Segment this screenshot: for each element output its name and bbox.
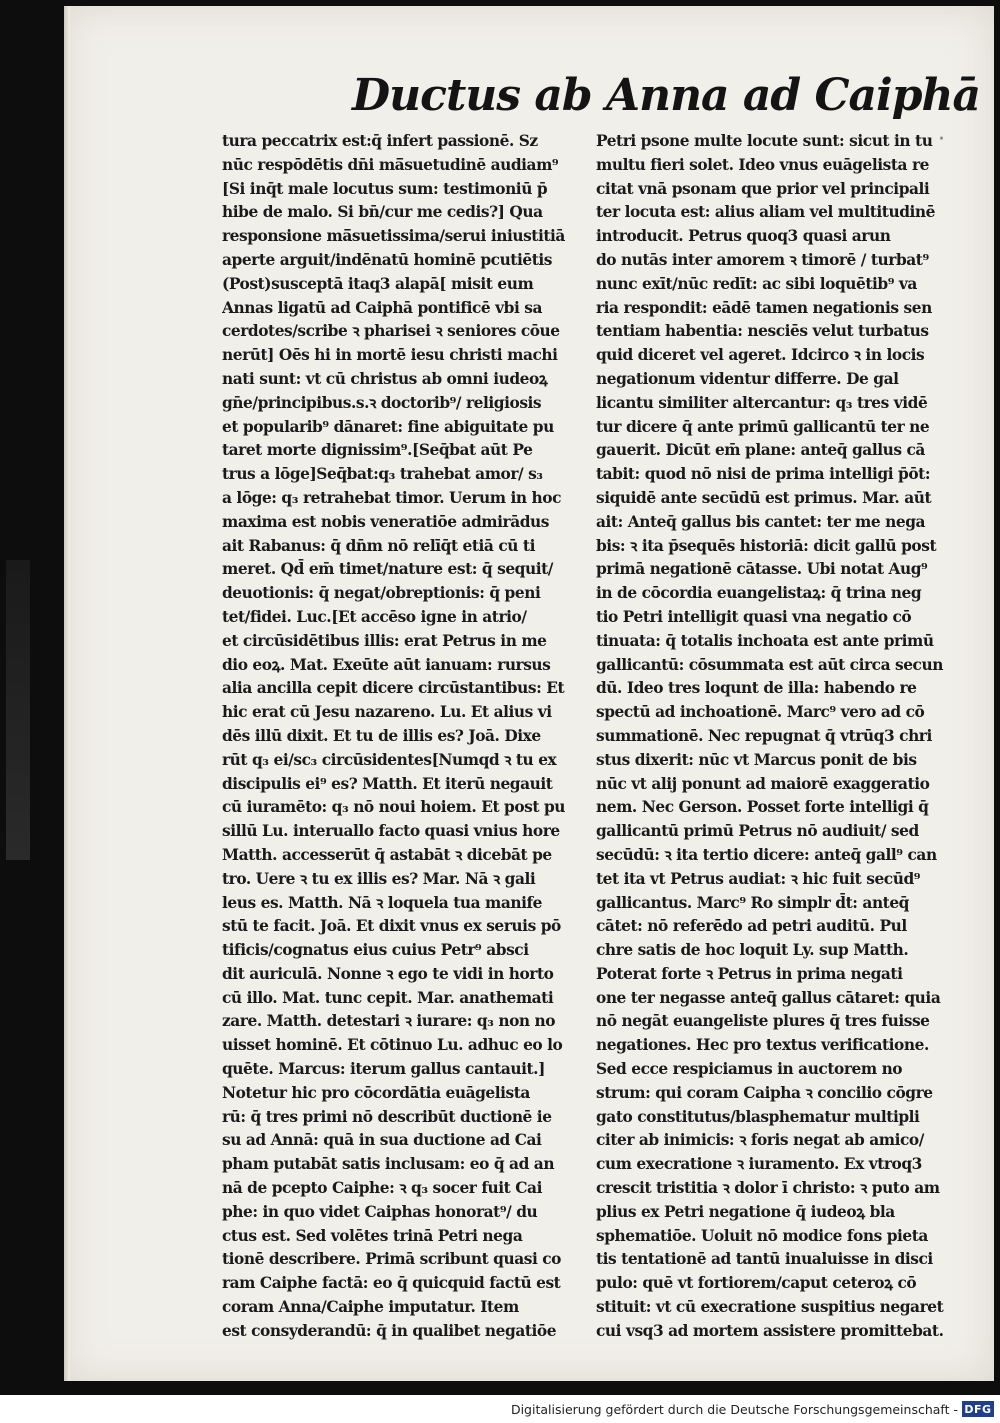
text-line: quid diceret vel ageret. Idcirco ꝛ in locis bbox=[596, 346, 925, 365]
text-line: do nutās inter amorem ꝛ timorē / turbat⁹ bbox=[596, 250, 929, 269]
text-line: quēte. Marcus: iterum gallus cantauit.] bbox=[222, 1060, 545, 1079]
text-line: sphematiōe. Uoluit nō modice fons pieta bbox=[596, 1226, 928, 1245]
text-line: trus a lōge]Seq̄bat:q₃ trahebat amor/ s₃ bbox=[222, 465, 543, 484]
text-line: gallicantus. Marc⁹ Ro simplr d̄t: anteq̄ bbox=[596, 893, 909, 912]
text-line: cū iuramēto: q₃ nō noui hoiem. Et post pu bbox=[222, 798, 566, 817]
text-line: hic erat cū Jesu nazareno. Lu. Et alius vi bbox=[222, 703, 552, 722]
text-line: stū te facit. Joā. Et dixit vnus ex seruis pō bbox=[222, 917, 561, 936]
text-line: gato constitutus/blasphematur multipli bbox=[596, 1107, 920, 1126]
running-head: Ductus ab Anna ad Caiphā bbox=[352, 70, 980, 121]
text-line: rū: q̄ tres primi nō describūt ductionē ie bbox=[222, 1107, 552, 1126]
text-line: plius ex Petri negatione q̄ iudeoꝝ bla bbox=[596, 1202, 895, 1221]
text-line: introducit. Petrus quoq3 quasi arun bbox=[596, 227, 891, 246]
text-line: ram Caiphe factā: eo q̄ quicquid factū est bbox=[222, 1274, 561, 1293]
text-line: et circūsidētibus illis: erat Petrus in me bbox=[222, 631, 547, 650]
text-line: pham putabāt satis inclusam: eo q̄ ad an bbox=[222, 1155, 555, 1174]
text-line: tro. Uere ꝛ tu ex illis es? Mar. Nā ꝛ gali bbox=[222, 869, 536, 888]
text-line: (Post)susceptā itaq3 alapā[ misit eum bbox=[222, 274, 534, 293]
text-line: Annas ligatū ad Caiphā pontificē vbi sa bbox=[222, 298, 542, 317]
text-line: nunc exīt/nūc redīt: ac sibi loquētib⁹ va bbox=[596, 274, 917, 293]
scan-margin-strip bbox=[6, 560, 30, 860]
text-line: spectū ad inchoationē. Marc⁹ vero ad cō bbox=[596, 703, 925, 722]
text-line: tificis/cognatus eius cuius Petr⁹ absci bbox=[222, 941, 529, 960]
text-line: Poterat forte ꝛ Petrus in prima negati bbox=[596, 964, 903, 983]
text-line: Notetur hic pro cōcordātia euāgelista bbox=[222, 1083, 530, 1102]
text-line: secūdū: ꝛ ita tertio dicere: anteq̄ gall⁹ can bbox=[596, 845, 937, 864]
text-line: tis tentationē ad tantū inualuisse in disci bbox=[596, 1250, 933, 1269]
text-line: cū illo. Mat. tunc cepit. Mar. anathemati bbox=[222, 988, 554, 1007]
text-line: uisset hominē. Et cōtinuo Lu. adhuc eo lo bbox=[222, 1036, 563, 1055]
text-line: cātet: nō referēdo ad petri auditū. Pul bbox=[596, 917, 907, 936]
text-line: coram Anna/Caiphe imputatur. Item bbox=[222, 1298, 519, 1317]
text-line: negationes. Hec pro textus verificatione. bbox=[596, 1036, 929, 1055]
text-line: nūc vt alij ponunt ad maiorē exaggeratio bbox=[596, 774, 930, 793]
text-line: nūc respōdētis dn̄i mā̄suetudinē audiam⁹ bbox=[222, 155, 559, 174]
text-line: strum: qui coram Caipha ꝛ concilio cōgre bbox=[596, 1083, 933, 1102]
text-line: nati sunt: vt cū christus ab omni iudeoꝝ bbox=[222, 369, 548, 388]
text-line: su ad Annā: quā in sua ductione ad Cai bbox=[222, 1131, 542, 1150]
text-line: tur dicere q̄ ante primū gallicantū ter ne bbox=[596, 417, 930, 436]
text-line: nō negāt euangeliste plures q̄ tres fuisse bbox=[596, 1012, 930, 1031]
text-line: dio eoꝝ. Mat. Exeūte aūt ianuam: rursus bbox=[222, 655, 551, 674]
text-line: est consyderandū: q̄ in qualibet negatiōe bbox=[222, 1321, 557, 1340]
footer-credit: Digitalisierung gefördert durch die Deutsche Forschungsgemeinschaft - bbox=[510, 1402, 958, 1417]
text-line: ait Rabanus: q̄ dn̄m nō relīq̄t etiā cū ti bbox=[222, 536, 535, 555]
text-line: cerdotes/scribe ꝛ pharisei ꝛ seniores cōue bbox=[222, 322, 560, 341]
text-line: pulo: quē vt fortiorem/caput ceteroꝝ cō bbox=[596, 1274, 917, 1293]
text-line: tabit: quod nō nisi de prima intelligi p̄ōt: bbox=[596, 465, 931, 484]
text-line: in de cōcordia euangelistaꝝ: q̄ trina neg bbox=[596, 584, 922, 603]
text-line: rūt q₃ ei/sc₃ circūsidentes[Numqd ꝛ tu ex bbox=[222, 750, 557, 769]
text-line: taret morte dignissim⁹.[Seq̄bat aūt Pe bbox=[222, 441, 533, 460]
text-line: ait: Anteq̄ gallus bis cantet: ter me nega bbox=[596, 512, 926, 531]
text-line: maxima est nobis veneratiōe admirādus bbox=[222, 512, 549, 531]
text-line: nerūt] Oēs hi in mortē iesu christi machi bbox=[222, 346, 558, 365]
text-line: cui vsq3 ad mortem assistere promittebat. bbox=[596, 1321, 944, 1340]
text-line: stus dixerit: nūc vt Marcus ponit de bis bbox=[596, 750, 917, 769]
margin-mark: · bbox=[938, 127, 945, 152]
text-line: ctus est. Sed volētes trinā Petri nega bbox=[222, 1226, 523, 1245]
text-line: one ter negasse anteq̄ gallus cātaret: quia bbox=[596, 988, 941, 1007]
text-line: siquidē ante secūdū est primus. Mar. aūt bbox=[596, 488, 932, 507]
text-line: gallicantū: cōsummata est aūt circa secun bbox=[596, 655, 943, 674]
text-line: crescit tristitia ꝛ dolor ī christo: ꝛ puto am bbox=[596, 1179, 940, 1198]
text-line: discipulis ei⁹ es? Matth. Et iterū negauit bbox=[222, 774, 553, 793]
text-line: Petri psone multe locute sunt: sicut in tu bbox=[596, 132, 933, 150]
text-line: ter locuta est: alius aliam vel multitudinē bbox=[596, 203, 936, 222]
text-line: meret. Qd̄ em̄ timet/nature est: q̄ sequit/ bbox=[222, 560, 553, 579]
text-line: tentiam habentia: nesciēs velut turbatus bbox=[596, 322, 929, 341]
text-line: aperte arguit/indēnatū hominē pcutiētis bbox=[222, 250, 552, 269]
text-line: leus es. Matth. Nā ꝛ loquela tua manife bbox=[222, 893, 543, 912]
text-line: sillū Lu. interuallo facto quasi vnius hore bbox=[222, 822, 560, 841]
text-line: tet/fidei. Luc.[Et accēso igne in atrio/ bbox=[222, 607, 527, 626]
text-line: cum execratione ꝛ iuramento. Ex vtroq3 bbox=[596, 1155, 922, 1174]
text-line: summationē. Nec repugnat q̄ vtrūq3 chri bbox=[596, 726, 932, 745]
text-line: [Si inq̄t male locutus sum: testimoniū p̄ bbox=[222, 179, 548, 198]
text-line: deuotionis: q̄ negat/obreptionis: q̄ peni bbox=[222, 584, 541, 603]
text-line: dit auriculā. Nonne ꝛ ego te vidi in horto bbox=[222, 964, 554, 983]
text-line: dēs illū dixit. Et tu de illis es? Joā. Dixe bbox=[222, 726, 541, 745]
text-line: tionē describere. Primā scribunt quasi co bbox=[222, 1250, 561, 1269]
page-gutter-shadow bbox=[64, 6, 70, 1381]
text-line: nem. Nec Gerson. Posset forte intelligi q̄ bbox=[596, 798, 929, 817]
text-line: ria respondit: eādē tamen negationis sen bbox=[596, 298, 932, 317]
text-line: et popularib⁹ dānaret: fine abiguitate pu bbox=[222, 417, 554, 436]
text-line: citer ab inimicis: ꝛ foris negat ab amico/ bbox=[596, 1131, 924, 1150]
text-line: licantu similiter altercantur: q₃ tres vidē bbox=[596, 393, 928, 412]
dfg-logo: DFG bbox=[962, 1401, 994, 1417]
text-line: dū. Ideo tres loqunt de illa: habendo re bbox=[596, 679, 917, 698]
text-line: negationum videntur differre. De gal bbox=[596, 369, 899, 388]
text-line: multu fieri solet. Ideo vnus euāgelista re bbox=[596, 155, 929, 174]
text-line: primā negationē cātasse. Ubi notat Aug⁹ bbox=[596, 560, 928, 579]
text-line: zare. Matth. detestari ꝛ iurare: q₃ non no bbox=[222, 1012, 556, 1031]
text-line: Matth. accesserūt q̄ astabāt ꝛ dicebāt pe bbox=[222, 845, 552, 864]
left-text-column bbox=[222, 130, 590, 1344]
text-line: tio Petri intelligit quasi vna negatio cō bbox=[596, 607, 912, 626]
text-line: tinuata: q̄ totalis inchoata est ante primū bbox=[596, 631, 934, 650]
text-line: alia ancilla cepit dicere circūstantibus: Et bbox=[222, 679, 565, 698]
text-line: Sed ecce respiciamus in auctorem no bbox=[596, 1060, 903, 1079]
text-line: gauerit. Dicūt em̄ plane: anteq̄ gallus cā bbox=[596, 441, 925, 460]
text-line: tura peccatrix est:q̄ infert passionē. Sz bbox=[222, 132, 538, 150]
text-line: gn̄e/principibus.s.ꝛ doctorib⁹/ religiosis bbox=[222, 393, 542, 412]
text-line: chre satis de hoc loquit Ly. sup Matth. bbox=[596, 941, 909, 960]
text-line: phe: in quo videt Caiphas honorat⁹/ du bbox=[222, 1202, 538, 1221]
text-line: hibe de malo. Si bn̄/cur me cedis?] Qua bbox=[222, 203, 543, 222]
text-line: responsione mā̄suetissima/serui iniustitiā bbox=[222, 227, 565, 246]
text-line: a lōge: q₃ retrahebat timor. Uerum in hoc bbox=[222, 488, 562, 507]
text-line: tet ita vt Petrus audiat: ꝛ hic fuit secūd⁹ bbox=[596, 869, 921, 888]
right-text-column bbox=[596, 130, 956, 1344]
text-line: nā de pcepto Caiphe: ꝛ q₃ socer fuit Cai bbox=[222, 1179, 542, 1198]
text-line: gallicantū primū Petrus nō audiuit/ sed bbox=[596, 822, 919, 841]
text-line: citat vnā psonam que prior vel principali bbox=[596, 179, 930, 198]
text-line: bis: ꝛ ita p̄sequēs historiā: dicit gallū post bbox=[596, 536, 937, 555]
text-line: stituit: vt cū execratione suspitius negaret bbox=[596, 1298, 944, 1317]
